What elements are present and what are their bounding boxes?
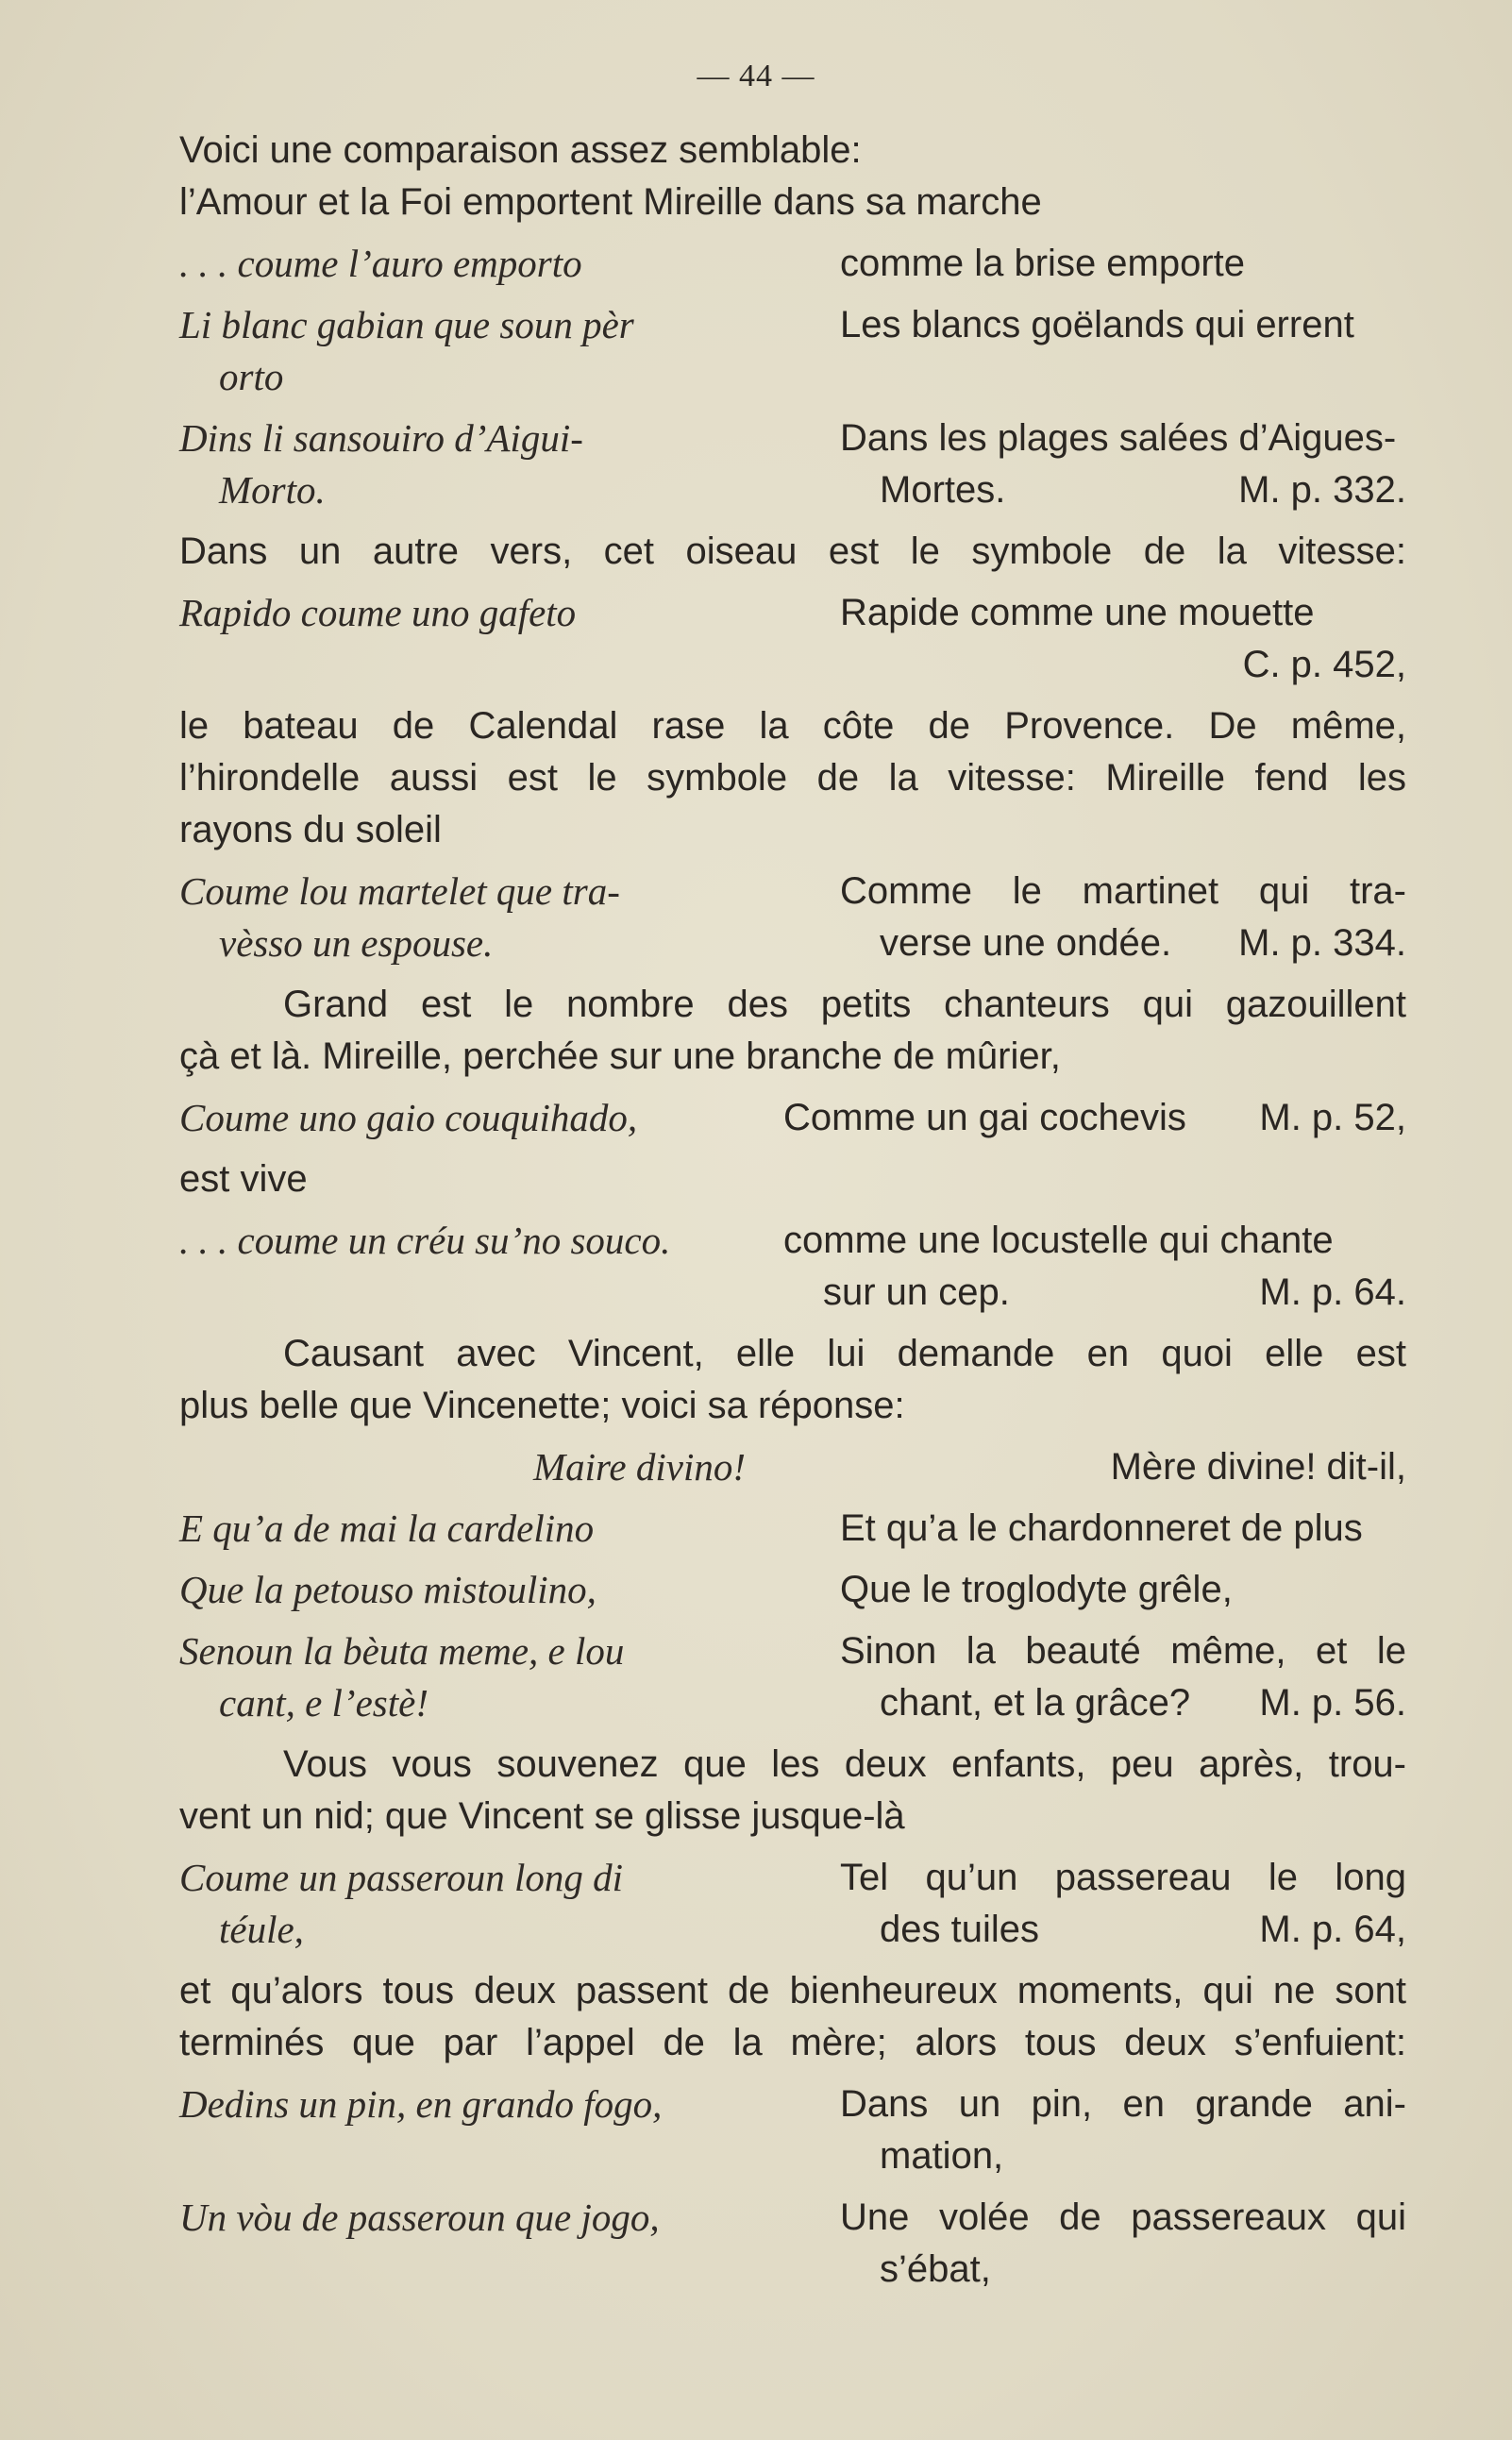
page-reference: M. p. 64, xyxy=(1259,1909,1406,1950)
verse-pair xyxy=(179,1215,1406,1319)
text-line: çà et là. Mireille, perchée sur une branche de mûrier, xyxy=(179,1035,1061,1077)
verse-pair xyxy=(179,412,1406,516)
french-translation-line: Mortes. xyxy=(880,469,1006,511)
provencal-verse-line: Li blanc gabian que soun pèr xyxy=(179,303,634,346)
text-line: plus belle que Vincenette; voici sa réponse: xyxy=(179,1385,905,1426)
text-line: est vive xyxy=(179,1158,308,1200)
page-reference: C. p. 452, xyxy=(1242,644,1406,685)
provencal-verse-line: Coume uno gaio couquihado, xyxy=(179,1096,638,1139)
french-translation-line: Mère divine! dit-il, xyxy=(1110,1446,1406,1488)
french-translation-line: verse une ondée. xyxy=(880,922,1172,964)
paragraph xyxy=(179,1739,1406,1843)
page-reference: M. p. 52, xyxy=(1259,1097,1406,1138)
verse-pair xyxy=(179,587,1406,691)
text-line: Voici une comparaison assez semblable: xyxy=(179,129,862,171)
french-translation-line: comme une locustelle qui chante xyxy=(783,1220,1334,1261)
french-translation-line: s’ébat, xyxy=(880,2248,991,2290)
paragraph xyxy=(179,700,1406,856)
french-translation-line: Sinon la beauté même, et le xyxy=(840,1630,1406,1672)
text-line: Vous vous souvenez que les deux enfants, peu après, trou- xyxy=(283,1743,1406,1785)
page-reference: M. p. 334. xyxy=(1238,922,1406,964)
french-translation-line: Dans les plages salées d’Aigues- xyxy=(840,417,1397,459)
text-line: terminés que par l’appel de la mère; alors tous deux s’enfuient: xyxy=(179,2022,1406,2063)
french-translation-line: mation, xyxy=(880,2135,1004,2177)
text-line: le bateau de Calendal rase la côte de Provence. De même, xyxy=(179,705,1406,747)
french-translation-line: Rapide comme une mouette xyxy=(840,592,1315,633)
provencal-verse-line: E qu’a de mai la cardelino xyxy=(179,1506,595,1550)
french-translation-line: Une volée de passereaux qui xyxy=(840,2196,1406,2238)
french-translation-line: chant, et la grâce? xyxy=(880,1682,1191,1724)
verse-pair xyxy=(179,866,1406,969)
verse-pair xyxy=(179,1441,1406,1493)
page-reference: M. p. 332. xyxy=(1238,469,1406,511)
text-line: Grand est le nombre des petits chanteurs qui gazouillent xyxy=(283,984,1406,1025)
provencal-verse-line: Que la petouso mistoulino, xyxy=(179,1568,596,1611)
french-translation-line: Les blancs goëlands qui errent xyxy=(840,304,1354,345)
paragraph xyxy=(179,1965,1406,2069)
text-body xyxy=(179,125,1406,2296)
provencal-verse-line: Un vòu de passeroun que jogo, xyxy=(179,2196,660,2239)
verse-pair xyxy=(179,1092,1406,1144)
provencal-verse-line: Dins li sansouiro d’Aigui- xyxy=(179,416,583,460)
provencal-verse-line: Morto. xyxy=(219,468,326,512)
paragraph xyxy=(179,125,1406,228)
paragraph xyxy=(179,1328,1406,1432)
provencal-verse-line: Coume un passeroun long di xyxy=(179,1856,623,1899)
french-translation-line: des tuiles xyxy=(880,1909,1039,1950)
text-line: Dans un autre vers, cet oiseau est le symbole de la vitesse: xyxy=(179,530,1406,572)
provencal-verse-line: . . . coume l’auro emporto xyxy=(179,242,582,285)
verse-pair xyxy=(179,1852,1406,1956)
verse-pair xyxy=(179,2192,1406,2296)
text-line: l’Amour et la Foi emportent Mireille dans sa marche xyxy=(179,181,1042,223)
verse-pair xyxy=(179,299,1406,403)
french-translation-line: Dans un pin, en grande ani- xyxy=(840,2083,1406,2125)
text-line: rayons du soleil xyxy=(179,809,442,850)
text-line: vent un nid; que Vincent se glisse jusque-là xyxy=(179,1795,905,1837)
verse-pair xyxy=(179,1564,1406,1616)
paragraph xyxy=(179,979,1406,1083)
verse-pair xyxy=(179,2078,1406,2182)
page-reference: M. p. 64. xyxy=(1259,1271,1406,1313)
provencal-verse-line: . . . coume un créu su’no souco. xyxy=(179,1219,671,1262)
french-translation-line: Tel qu’un passereau le long xyxy=(840,1857,1406,1898)
page-reference: M. p. 56. xyxy=(1259,1682,1406,1724)
provencal-verse-line: vèsso un espouse. xyxy=(219,921,494,965)
text-line: Causant avec Vincent, elle lui demande en quoi elle est xyxy=(283,1333,1406,1374)
verse-pair xyxy=(179,1503,1406,1555)
provencal-verse-line: orto xyxy=(219,355,284,398)
verse-pair xyxy=(179,1625,1406,1729)
provencal-verse-line: Senoun la bèuta meme, e lou xyxy=(179,1629,625,1673)
provencal-verse-line: téule, xyxy=(219,1908,304,1951)
french-translation-line: Comme un gai cochevis xyxy=(783,1097,1186,1138)
verse-pair xyxy=(179,238,1406,290)
french-translation-line: comme la brise emporte xyxy=(840,243,1246,284)
provencal-verse-line: Coume lou martelet que tra- xyxy=(179,869,620,913)
french-translation-line: Que le troglodyte grêle, xyxy=(840,1569,1233,1610)
provencal-verse-line: Dedins un pin, en grando fogo, xyxy=(179,2082,663,2126)
page-number: — 44 — xyxy=(697,59,815,93)
provencal-verse-line: cant, e l’estè! xyxy=(219,1681,428,1725)
provencal-verse-line: Maire divino! xyxy=(532,1445,746,1489)
text-line: et qu’alors tous deux passent de bienheureux moments, qui ne sont xyxy=(179,1970,1406,2011)
french-translation-line: sur un cep. xyxy=(823,1271,1010,1313)
provencal-verse-line: Rapido coume uno gafeto xyxy=(179,591,577,634)
text-line: l’hirondelle aussi est le symbole de la vitesse: Mireille fend les xyxy=(179,757,1406,799)
french-translation-line: Comme le martinet qui tra- xyxy=(840,870,1406,912)
french-translation-line: Et qu’a le chardonneret de plus xyxy=(840,1507,1363,1549)
